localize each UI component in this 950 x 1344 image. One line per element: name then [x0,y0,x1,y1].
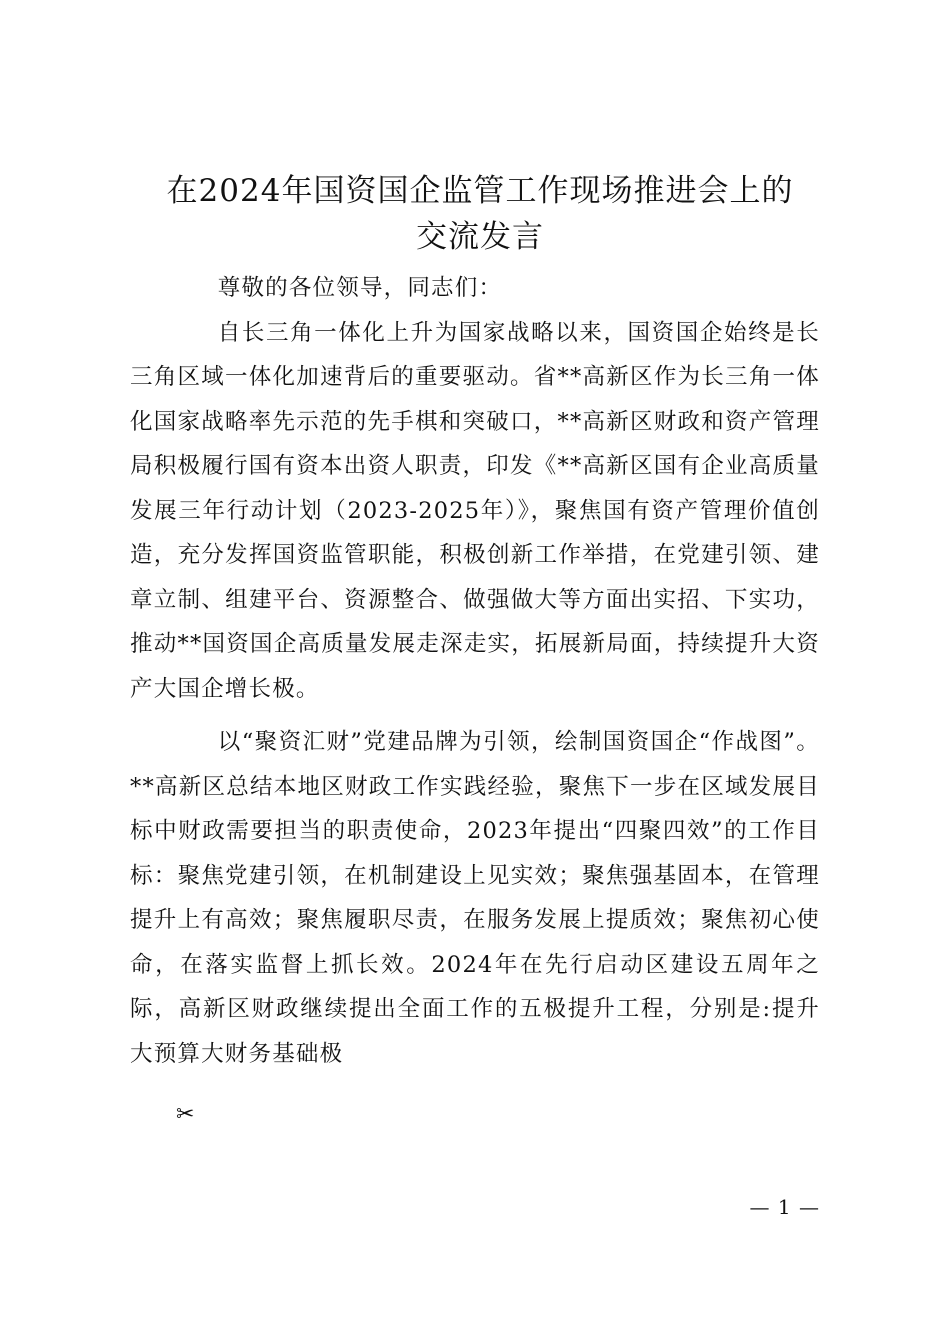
document-body [130,266,820,1076]
page-number: — 1 — [749,1195,820,1219]
paragraph-2: 以“聚资汇财”党建品牌为引领，绘制国资国企“作战图”。**高新区总结本地区财政工作实践经验，聚焦下一步在区域发展目标中财政需要担当的职责使命，2023年提出“四聚四效”的工作目标：聚焦党建引领，在机制建设上见实效；聚焦强基固本，在管理提升上有高效；聚焦履职尽责，在服务发展上提质效；聚焦初心使命，在落实监督上抓长效。2024年在先行启动区建设五周年之际，高新区财政继续提出全面工作的五极提升工程，分别是:提升大预算大财务基础极 [130,729,820,1067]
document-title [130,168,830,260]
paragraph-1: 自长三角一体化上升为国家战略以来，国资国企始终是长三角区域一体化加速背后的重要驱动。省**高新区作为长三角一体化国家战略率先示范的先手棋和突破口，**高新区财政和资产管理局积极履行国有资本出资人职责，印发《**高新区国有企业高质量发展三年行动计划（2023-2025年）》，聚焦国有资产管理价值创造，充分发挥国资监管职能，积极创新工作举措，在党建引领、建章立制、组建平台、资源整合、做强做大等方面出实招、下实功，推动**国资国企高质量发展走深走实，拓展新局面，持续提升大资产大国企增长极。 [130,319,820,702]
title-line-1: 在2024年国资国企监管工作现场推进会上的 [166,173,794,209]
salutation: 尊敬的各位领导，同志们： [217,275,503,301]
title-line-2: 交流发言 [416,219,544,255]
scissors-icon: ✂ [176,1102,195,1127]
